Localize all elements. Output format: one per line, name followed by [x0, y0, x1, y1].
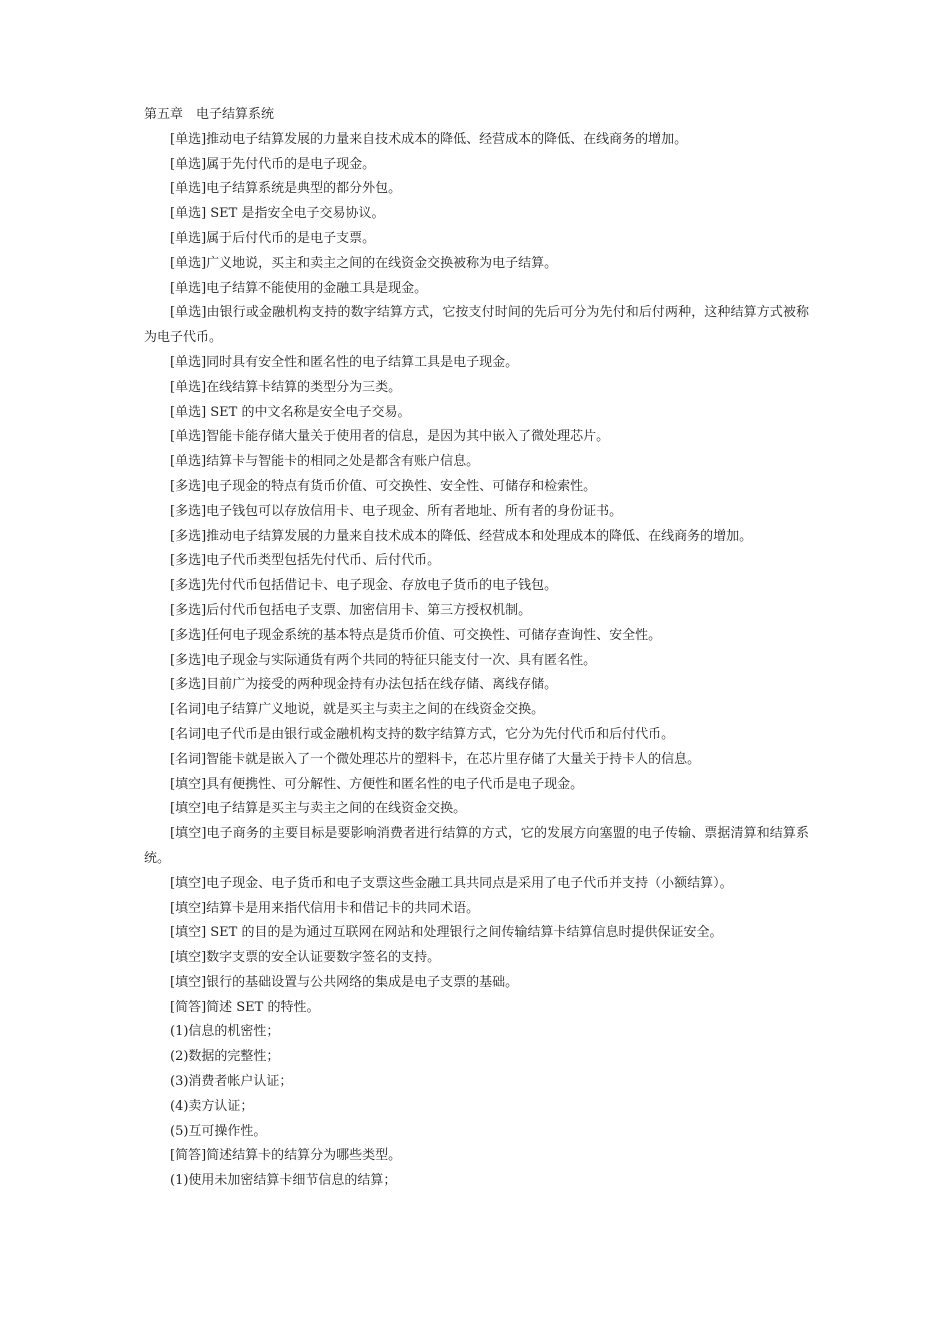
- paragraph: [单选] SET 是指安全电子交易协议。: [170, 206, 385, 222]
- paragraph: (1)使用未加密结算卡细节信息的结算；: [170, 1173, 397, 1189]
- paragraph: [单选]结算卡与智能卡的相同之处是都含有账户信息。: [170, 454, 480, 470]
- paragraph: [多选]电子现金的特点有货币价值、可交换性、安全性、可储存和检索性。: [170, 478, 597, 494]
- paragraph: [名词]电子结算广义地说，就是买主与卖主之间的在线资金交换。: [170, 702, 545, 718]
- paragraph: [填空]电子商务的主要目标是要影响消费者进行结算的方式，它的发展方向塞盟的电子传输、票据清算和结算系统。: [144, 826, 809, 866]
- paragraph: [填空]银行的基础设置与公共网络的集成是电子支票的基础。: [170, 974, 519, 990]
- paragraph: [单选]广义地说，买主和卖主之间的在线资金交换被称为电子结算。: [170, 255, 558, 271]
- paragraph: [多选]任何电子现金系统的基本特点是货币价值、可交换性、可储存查询性、安全性。: [170, 627, 662, 643]
- paragraph: (3)消费者帐户认证；: [170, 1074, 293, 1090]
- paragraph: [多选]电子现金与实际通货有两个共同的特征只能支付一次、具有匿名性。: [170, 652, 597, 668]
- paragraph: [多选]先付代币包括借记卡、电子现金、存放电子货币的电子钱包。: [170, 578, 558, 594]
- paragraph: [单选]同时具有安全性和匿名性的电子结算工具是电子现金。: [170, 354, 519, 370]
- paragraph: [名词]智能卡就是嵌入了一个微处理芯片的塑料卡，在芯片里存储了大量关于持卡人的信息。: [170, 751, 701, 767]
- paragraph: [填空]数字支票的安全认证要数字签名的支持。: [170, 950, 441, 966]
- paragraph: (4)卖方认证；: [170, 1098, 254, 1114]
- paragraph: [简答]简述结算卡的结算分为哪些类型。: [170, 1148, 402, 1164]
- paragraph: [单选]由银行或金融机构支持的数字结算方式，它按支付时间的先后可分为先付和后付两种，这种结算方式被称为电子代币。: [144, 305, 809, 346]
- paragraph: [多选]推动电子结算发展的力量来自技术成本的降低、经营成本和处理成本的降低、在线商务的增加。: [170, 528, 753, 544]
- paragraph: [多选]后付代币包括电子支票、加密信用卡、第三方授权机制。: [170, 602, 532, 618]
- paragraph: [填空]电子现金、电子货币和电子支票这些金融工具共同点是采用了电子代币并支持（小额结算）。: [170, 875, 733, 891]
- document-page: [144, 103, 809, 1194]
- paragraph: [多选]电子代币类型包括先付代币、后付代币。: [170, 553, 441, 569]
- paragraph: [填空]具有便携性、可分解性、方便性和匿名性的电子代币是电子现金。: [170, 776, 584, 792]
- paragraph: (5)互可操作性。: [170, 1123, 267, 1139]
- paragraph: [单选]智能卡能存储大量关于使用者的信息，是因为其中嵌入了微处理芯片。: [170, 429, 610, 445]
- paragraph: [单选]属于后付代币的是电子支票。: [170, 230, 376, 246]
- paragraph: [多选]电子钱包可以存放信用卡、电子现金、所有者地址、所有者的身份证书。: [170, 503, 623, 519]
- paragraph: [填空]电子结算是买主与卖主之间的在线资金交换。: [170, 801, 467, 817]
- paragraph: [名词]电子代币是由银行或金融机构支持的数字结算方式，它分为先付代币和后付代币。: [170, 726, 675, 742]
- paragraph: [多选]目前广为接受的两种现金持有办法包括在线存储、离线存储。: [170, 677, 558, 693]
- paragraph: [填空]结算卡是用来指代信用卡和借记卡的共同术语。: [170, 900, 480, 916]
- chapter-title: 第五章 电子结算系统: [144, 107, 275, 122]
- paragraph: [单选]在线结算卡结算的类型分为三类。: [170, 379, 402, 395]
- paragraph: [单选] SET 的中文名称是安全电子交易。: [170, 404, 411, 420]
- document-body: [144, 128, 809, 1194]
- paragraph: [单选]推动电子结算发展的力量来自技术成本的降低、经营成本的降低、在线商务的增加。: [170, 131, 688, 147]
- paragraph: [简答]简述 SET 的特性。: [170, 999, 320, 1015]
- paragraph: [单选]属于先付代币的是电子现金。: [170, 156, 376, 172]
- paragraph: [单选]电子结算不能使用的金融工具是现金。: [170, 280, 428, 296]
- paragraph: [填空] SET 的目的是为通过互联网在网站和处理银行之间传输结算卡结算信息时提供保证安全。: [170, 925, 723, 941]
- paragraph: [单选]电子结算系统是典型的都分外包。: [170, 181, 402, 197]
- paragraph: (1)信息的机密性；: [170, 1024, 280, 1040]
- paragraph: (2)数据的完整性；: [170, 1049, 280, 1065]
